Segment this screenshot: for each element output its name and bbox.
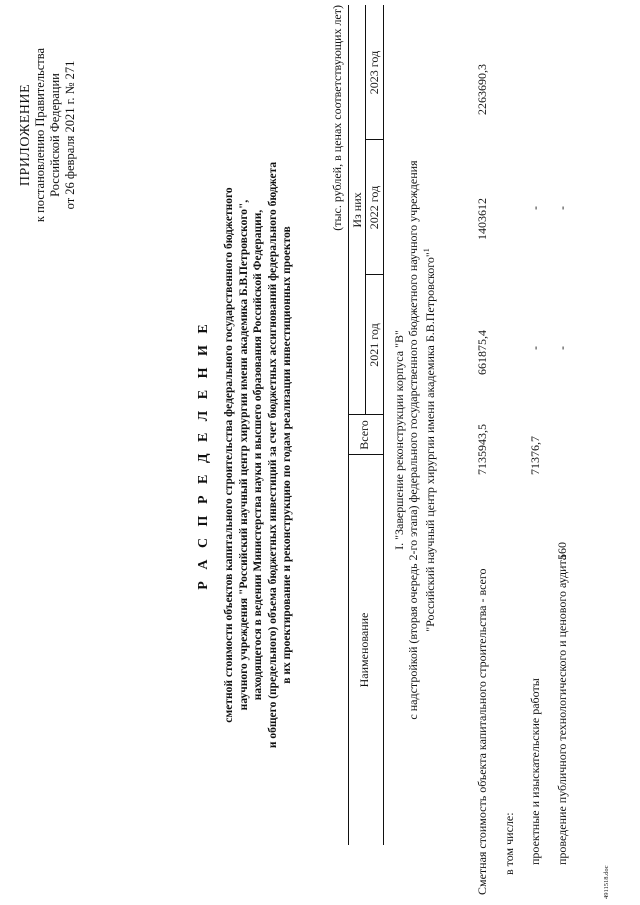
row-total: 71376,7 xyxy=(528,436,542,475)
header-total: Всего xyxy=(357,420,371,450)
header-2023: 2023 год xyxy=(367,50,381,95)
subtitle-line: и общего (предельного) объема бюджетных инвестиций за счет бюджетных ассигнований федерального бюджета xyxy=(266,161,279,749)
section-line: I. "Завершение реконструкции корпуса "В" xyxy=(392,330,406,550)
table-header-bottom-rule xyxy=(383,5,384,845)
section-line: "Российский научный центр хирургии имени академика Б.В.Петровского"$^1$ xyxy=(422,248,437,632)
row-2021: - xyxy=(555,346,569,350)
document-title: Р А С П Р Е Д Е Л Е Н И Е xyxy=(196,320,211,590)
header-2022: 2022 год xyxy=(367,185,381,230)
subtitle-line: в их проектирование и реконструкцию по годам реализации инвестиционных проектов xyxy=(281,226,293,684)
row-2021: 661875,4 xyxy=(475,330,489,375)
subtitle-line: научного учреждения "Российский научный центр хирургии имени академика Б.В.Петровского", xyxy=(237,199,250,711)
row-label: проведение публичного технологического и ценового аудита xyxy=(555,554,569,865)
row-2022: - xyxy=(555,206,569,210)
header-2021: 2021 год xyxy=(367,323,381,367)
subtitle-line: сметной стоимости объектов капитального строительства федерального государственного бюджетного xyxy=(223,187,235,723)
section-line: с надстройкой (вторая очередь 2-го этапа) федерального государственного бюджетного научного учреждения xyxy=(406,160,420,720)
row-label: в том числе: xyxy=(502,812,516,875)
appendix-heading: ПРИЛОЖЕНИЕ xyxy=(18,83,33,187)
row-total: 7135943,5 xyxy=(475,424,489,475)
row-2022: 1403612 xyxy=(475,198,489,240)
row-total: 560 xyxy=(555,542,569,560)
row-2023: 2263690,3 xyxy=(475,64,489,115)
header-name: Наименование xyxy=(357,612,371,688)
appendix-line: к постановлению Правительства xyxy=(33,47,47,223)
document-subtitle xyxy=(222,65,295,845)
row-label: проектные и изыскательские работы xyxy=(528,678,542,865)
appendix-line: Российской Федерации xyxy=(48,73,62,197)
table-group-rule xyxy=(365,5,366,415)
footnote-marker: 1 xyxy=(422,248,431,253)
document-id: 4911518.doc xyxy=(603,865,610,899)
appendix-block xyxy=(18,15,78,255)
header-group: Из них xyxy=(350,192,364,228)
row-label: Сметная стоимость объекта капитального строительства - всего xyxy=(475,568,489,895)
subtitle-line: находящегося в ведении Министерства науки и высшего образования Российской Федерации, xyxy=(252,209,264,701)
units-note: (тыс. рублей, в ценах соответствующих лет) xyxy=(330,5,344,231)
section-title xyxy=(392,95,437,785)
table-top-rule xyxy=(348,5,349,845)
appendix-date-number: от 26 февраля 2021 г. № 271 xyxy=(63,60,77,210)
row-2021: - xyxy=(528,346,542,350)
row-2022: - xyxy=(528,206,542,210)
